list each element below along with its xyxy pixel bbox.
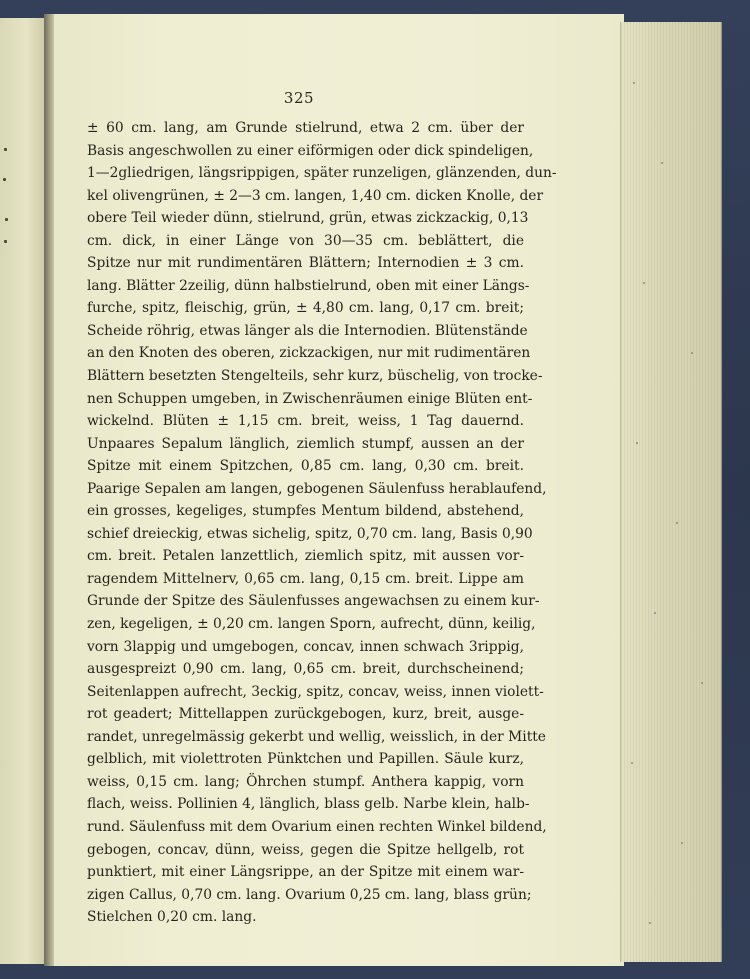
text-line: cm. breit. Petalen lanzettlich, ziemlich spitz, mit aussen vor- [87, 548, 524, 565]
edge-speck [691, 352, 693, 354]
text-line: Stielchen 0,20 cm. lang. [87, 909, 257, 926]
edge-speck [661, 162, 663, 164]
edge-speck [681, 842, 683, 844]
left-page-mark [4, 240, 7, 243]
left-page-mark [3, 178, 6, 181]
text-line: Seitenlappen aufrecht, 3eckig, spitz, concav, weiss, innen violett- [87, 683, 544, 700]
edge-speck [701, 682, 703, 684]
text-line: punktiert, mit einer Längsrippe, an der Spitze mit einem war- [87, 864, 524, 881]
text-line: Unpaares Sepalum länglich, ziemlich stumpf, aussen an der [87, 435, 524, 452]
edge-speck [649, 922, 651, 924]
left-page-edge [0, 18, 45, 964]
body-text [87, 117, 557, 929]
page-number: 325 [283, 89, 315, 107]
text-line: zen, kegeligen, ± 0,20 cm. langen Sporn, aufrecht, dünn, keilig, [87, 616, 536, 633]
text-line: furche, spitz, fleischig, grün, ± 4,80 cm. lang, 0,17 cm. breit; [87, 300, 524, 317]
text-line: schief dreieckig, etwas sichelig, spitz, 0,70 cm. lang, Basis 0,90 [87, 525, 533, 542]
text-line: wickelnd. Blüten ± 1,15 cm. breit, weiss, 1 Tag dauernd. [87, 413, 524, 430]
text-line: lang. Blätter 2zeilig, dünn halbstielrund, oben mit einer Längs- [87, 277, 530, 294]
text-line: Spitze nur mit rundimentären Blättern; Internodien ± 3 cm. [87, 255, 524, 272]
page-stack-edge [620, 22, 722, 962]
edge-speck [643, 282, 645, 284]
text-line: vorn 3lappig und umgebogen, concav, innen schwach 3rippig, [87, 638, 524, 655]
text-line: randet, unregelmässig gekerbt und wellig, weisslich, in der Mitte [87, 728, 546, 745]
edge-speck [633, 82, 635, 84]
text-line: ein grosses, kegeliges, stumpfes Mentum bildend, abstehend, [87, 503, 524, 520]
text-line: gelblich, mit violettroten Pünktchen und Papillen. Säule kurz, [87, 751, 524, 768]
text-line: an den Knoten des oberen, zickzackigen, nur mit rudimentären [87, 345, 531, 362]
text-line: kel olivengrünen, ± 2—3 cm. langen, 1,40 cm. dicken Knolle, der [87, 187, 544, 204]
text-line: Paarige Sepalen am langen, gebogenen Säulenfuss herablaufend, [87, 480, 547, 497]
text-line: Scheide röhrig, etwas länger als die Internodien. Blütenstände [87, 322, 528, 339]
text-line: 1—2gliedrigen, längsrippigen, später runzeligen, glänzenden, dun- [87, 165, 557, 182]
left-page-mark [5, 218, 8, 221]
text-line: Spitze mit einem Spitzchen, 0,85 cm. lang, 0,30 cm. breit. [87, 458, 524, 475]
text-line: Blättern besetzten Stengelteils, sehr kurz, büschelig, von trocke- [87, 368, 543, 385]
text-line: gebogen, concav, dünn, weiss, gegen die Spitze hellgelb, rot [87, 841, 524, 858]
text-line: Basis angeschwollen zu einer eiförmigen oder dick spindeligen, [87, 142, 534, 159]
text-line: flach, weiss. Pollinien 4, länglich, blass gelb. Narbe klein, halb- [87, 796, 530, 813]
text-line: rund. Säulenfuss mit dem Ovarium einen rechten Winkel bildend, [87, 818, 547, 835]
left-page-mark [4, 148, 7, 151]
edge-speck [636, 442, 638, 444]
book-gutter [44, 14, 54, 966]
edge-speck [676, 522, 678, 524]
text-line: ausgespreizt 0,90 cm. lang, 0,65 cm. breit, durchscheinend; [87, 661, 524, 678]
text-line: nen Schuppen umgeben, in Zwischenräumen einige Blüten ent- [87, 390, 533, 407]
edge-speck [631, 762, 633, 764]
edge-speck [654, 612, 656, 614]
text-line: weiss, 0,15 cm. lang; Öhrchen stumpf. Anthera kappig, vorn [87, 773, 524, 790]
text-line: obere Teil wieder dünn, stielrund, grün, etwas zickzackig, 0,13 [87, 210, 529, 227]
text-line: ragendem Mittelnerv, 0,65 cm. lang, 0,15 cm. breit. Lippe am [87, 570, 524, 587]
text-line: Grunde der Spitze des Säulenfusses angewachsen zu einem kur- [87, 593, 540, 610]
text-line: cm. dick, in einer Länge von 30—35 cm. beblättert, die [87, 232, 524, 249]
text-line: ± 60 cm. lang, am Grunde stielrund, etwa 2 cm. über der [87, 120, 524, 136]
text-line: zigen Callus, 0,70 cm. lang. Ovarium 0,25 cm. lang, blass grün; [87, 886, 532, 903]
text-line: rot geadert; Mittellappen zurückgebogen, kurz, breit, ausge- [87, 706, 524, 723]
